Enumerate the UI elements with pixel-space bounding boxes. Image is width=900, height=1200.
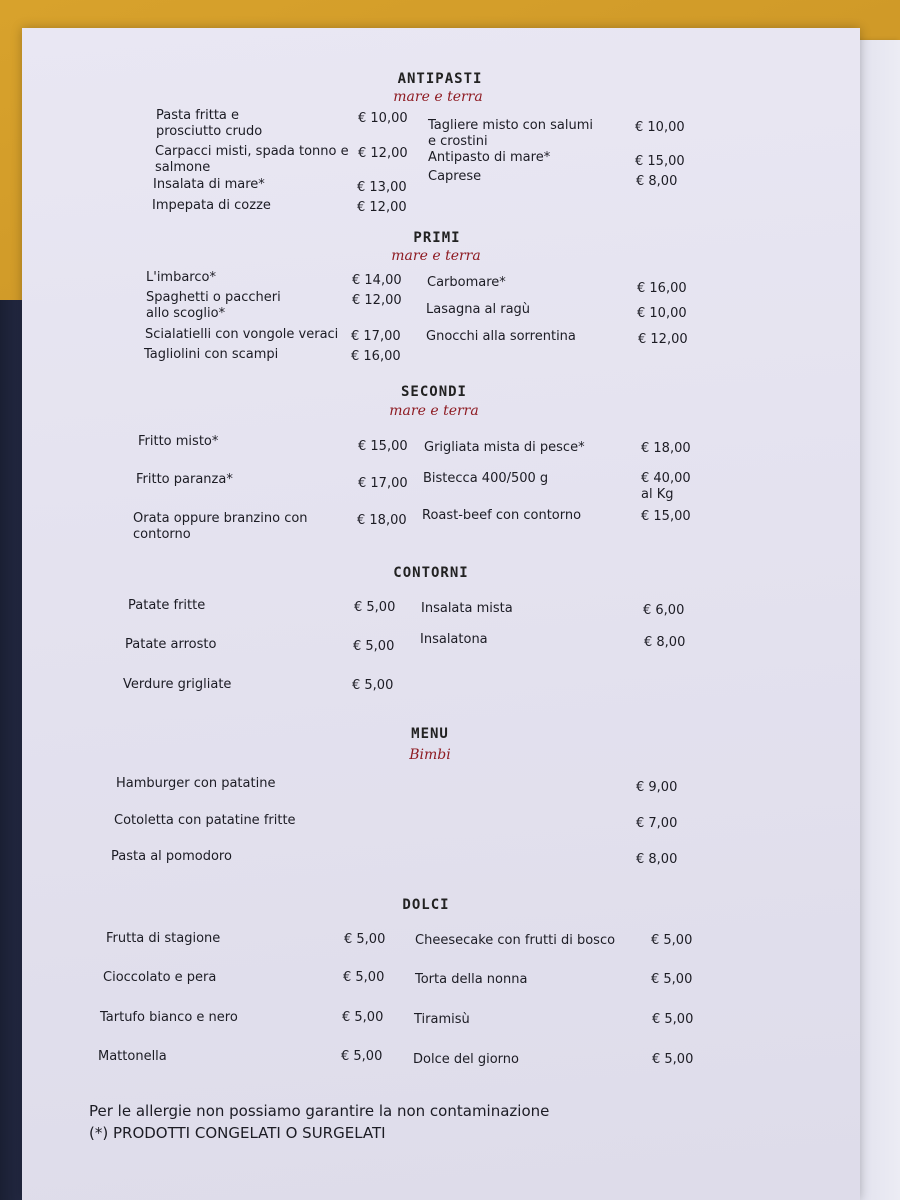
menu-item-name: Dolce del giorno	[413, 1052, 519, 1067]
menu-item-name: Insalatona	[420, 632, 488, 647]
menu-item-name: Caprese	[428, 169, 482, 184]
menu-item-price: € 5,00	[651, 933, 693, 948]
menu-item-price: € 18,00	[357, 513, 407, 528]
menu-item-price: € 5,00	[343, 970, 385, 985]
menu-item-name: Grigliata mista di pesce*	[424, 440, 585, 455]
menu-item-price: € 9,00	[636, 780, 678, 795]
menu-item-name: Tagliolini con scampi	[144, 347, 279, 362]
menu-item-price: € 15,00	[358, 439, 408, 454]
menu-item-price: € 13,00	[357, 180, 407, 195]
menu-item-price: € 17,00	[351, 329, 401, 344]
menu-item-price: € 5,00	[354, 600, 396, 615]
menu-item-price: € 12,00	[357, 200, 407, 215]
menu-item-price: € 5,00	[652, 1052, 694, 1067]
section-title-contorni: CONTORNI	[393, 565, 469, 581]
menu-item-price: € 14,00	[352, 273, 402, 288]
menu-item-price: € 10,00	[358, 111, 408, 126]
section-subtitle-secondi: mare e terra	[389, 403, 479, 419]
menu-item-name: Pasta al pomodoro	[111, 849, 232, 864]
menu-item-name: Cheesecake con frutti di bosco	[415, 933, 616, 948]
menu-item-name: Bistecca 400/500 g	[423, 471, 549, 486]
section-subtitle-antipasti: mare e terra	[393, 89, 483, 105]
menu-item-price: € 6,00	[643, 603, 685, 618]
menu-item-name: Tiramisù	[414, 1012, 470, 1027]
menu-item-price: € 7,00	[636, 816, 678, 831]
menu-item-name: Scialatielli con vongole veraci	[145, 327, 339, 342]
menu-item-price: € 5,00	[352, 678, 394, 693]
menu-item-price: € 5,00	[341, 1049, 383, 1064]
menu-item-price: € 5,00	[353, 639, 395, 654]
menu-item-name: Torta della nonna	[415, 972, 528, 987]
menu-item-price: € 10,00	[635, 120, 685, 135]
menu-item-name: Frutta di stagione	[106, 931, 221, 946]
menu-item-name: Cioccolato e pera	[103, 970, 217, 985]
menu-item-name: Roast-beef con contorno	[422, 508, 582, 523]
menu-item-price: € 12,00	[352, 293, 402, 308]
menu-item-price: € 15,00	[635, 154, 685, 169]
menu-item-name: Patate arrosto	[125, 637, 217, 652]
menu-item-name: Orata oppure branzino con contorno	[133, 511, 308, 542]
section-title-menu: MENU	[411, 726, 449, 742]
menu-item-name: Fritto misto*	[138, 434, 219, 449]
section-title-antipasti: ANTIPASTI	[397, 71, 483, 87]
section-title-secondi: SECONDI	[400, 384, 467, 400]
menu-item-name: Carpacci misti, spada tonno e salmone	[155, 144, 349, 175]
menu-item-name: Spaghetti o paccheri allo scoglio*	[146, 290, 281, 321]
menu-item-price: € 15,00	[641, 509, 691, 524]
menu-item-name: Insalata mista	[421, 601, 513, 616]
menu-item-price: € 5,00	[652, 1012, 694, 1027]
menu-item-price: € 5,00	[342, 1010, 384, 1025]
frozen-products-note: (*) PRODOTTI CONGELATI O SURGELATI	[89, 1124, 386, 1142]
menu-item-name: Carbomare*	[427, 275, 506, 290]
menu-item-name: Insalata di mare*	[153, 177, 265, 192]
menu-item-name: Mattonella	[98, 1049, 167, 1064]
section-subtitle-primi: mare e terra	[391, 248, 481, 264]
menu-item-name: Cotoletta con patatine fritte	[114, 813, 296, 828]
menu-item-name: Fritto paranza*	[136, 472, 233, 487]
menu-item-name: Antipasto di mare*	[428, 150, 551, 165]
menu-item-price: € 10,00	[637, 306, 687, 321]
allergy-note: Per le allergie non possiamo garantire la non contaminazione	[89, 1102, 550, 1120]
section-subtitle-bimbi: Bimbi	[409, 747, 451, 763]
menu-item-name: Lasagna al ragù	[426, 302, 531, 317]
menu-item-name: Verdure grigliate	[123, 677, 232, 692]
menu-item-price: € 5,00	[651, 972, 693, 987]
menu-item-price: € 5,00	[344, 932, 386, 947]
section-title-primi: PRIMI	[413, 230, 461, 246]
menu-item-price: € 8,00	[636, 174, 678, 189]
menu-item-name: Patate fritte	[128, 598, 206, 613]
section-title-dolci: DOLCI	[402, 897, 450, 913]
menu-item-price: € 16,00	[637, 281, 687, 296]
menu-item-price: € 16,00	[351, 349, 401, 364]
menu-item-price: € 12,00	[358, 146, 408, 161]
menu-item-name: Tartufo bianco e nero	[100, 1010, 238, 1025]
menu-item-name: Tagliere misto con salumi e crostini	[428, 118, 593, 149]
menu-item-price: € 12,00	[638, 332, 688, 347]
menu-item-name: Hamburger con patatine	[116, 776, 276, 791]
menu-item-name: Impepata di cozze	[152, 198, 271, 213]
menu-item-price: € 18,00	[641, 441, 691, 456]
menu-item-price: € 8,00	[636, 852, 678, 867]
menu-item-price: € 8,00	[644, 635, 686, 650]
menu-item-name: L'imbarco*	[146, 270, 216, 285]
menu-item-price: € 17,00	[358, 476, 408, 491]
menu-item-price: € 40,00 al Kg	[641, 471, 691, 502]
menu-item-name: Pasta fritta e prosciutto crudo	[156, 108, 263, 139]
menu-item-name: Gnocchi alla sorrentina	[426, 329, 576, 344]
